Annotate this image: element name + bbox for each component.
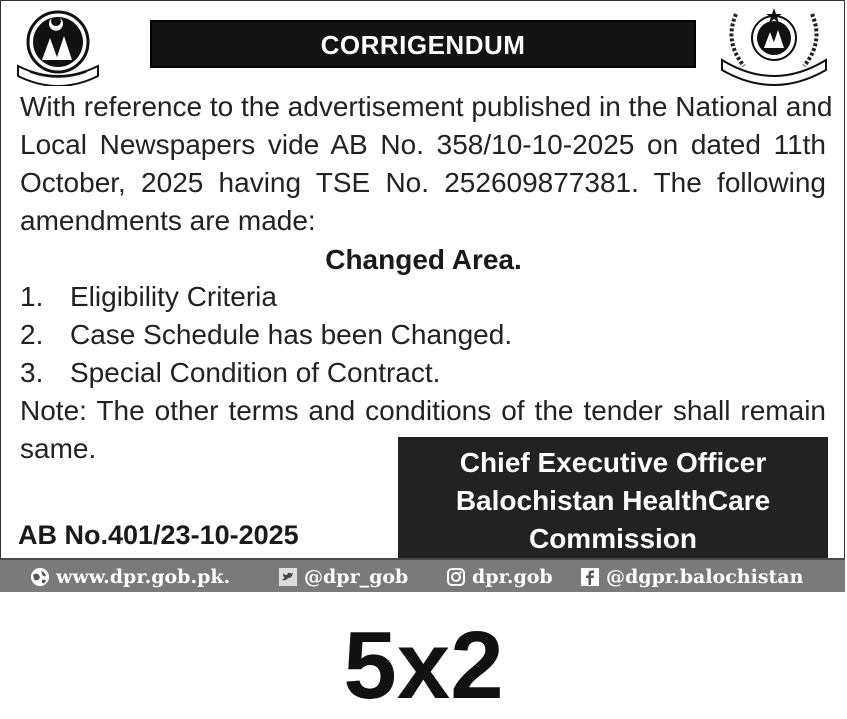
note-line: same.: [20, 433, 97, 464]
signatory-line: Balochistan HealthCare: [455, 485, 771, 516]
list-item-number: 3.: [20, 357, 44, 388]
signatory-block: [398, 437, 828, 558]
balochistan-government-emblem-icon: [12, 6, 104, 86]
ad-size-label: 5x2: [343, 612, 504, 719]
facebook-handle[interactable]: @dgpr.balochistan: [606, 566, 804, 588]
footer-website[interactable]: [30, 565, 230, 589]
intro-line: With reference to the advertisement published in the National and: [20, 91, 833, 122]
notice-title: CORRIGENDUM: [150, 20, 696, 68]
healthcare-commission-emblem-icon: [716, 4, 832, 86]
twitter-handle[interactable]: @dpr_gob: [304, 566, 409, 588]
section-heading: Changed Area.: [325, 244, 522, 275]
instagram-handle[interactable]: dpr.gob: [472, 566, 553, 588]
list-item-text: Eligibility Criteria: [70, 281, 277, 312]
list-item-number: 1.: [20, 281, 44, 312]
note-line: Note: The other terms and conditions of the tender shall remain: [20, 395, 826, 426]
intro-line: amendments are made:: [20, 205, 316, 236]
footer-bar: [0, 558, 845, 592]
facebook-icon: [580, 567, 600, 587]
twitter-icon: [278, 567, 298, 587]
list-item: [20, 278, 277, 316]
intro-line: Local Newspapers vide AB No. 358/10-10-2025 on dated 11th: [20, 129, 826, 160]
globe-icon: [30, 567, 50, 587]
ab-number: AB No.401/23-10-2025: [18, 520, 299, 550]
signatory-line: Commission: [528, 523, 698, 554]
list-item: [20, 316, 512, 354]
signatory-line: Chief Executive Officer: [459, 447, 767, 478]
footer-facebook[interactable]: [580, 565, 803, 589]
intro-line: October, 2025 having TSE No. 252609877381. The following: [20, 167, 826, 198]
footer-twitter[interactable]: [278, 565, 408, 589]
website-link[interactable]: www.dpr.gob.pk.: [56, 566, 231, 588]
list-item: [20, 354, 440, 392]
intro-paragraph: [20, 88, 833, 240]
list-item-number: 2.: [20, 319, 44, 350]
footer-instagram[interactable]: [446, 565, 553, 589]
list-item-text: Case Schedule has been Changed.: [70, 319, 513, 350]
instagram-icon: [446, 567, 466, 587]
list-item-text: Special Condition of Contract.: [70, 357, 441, 388]
